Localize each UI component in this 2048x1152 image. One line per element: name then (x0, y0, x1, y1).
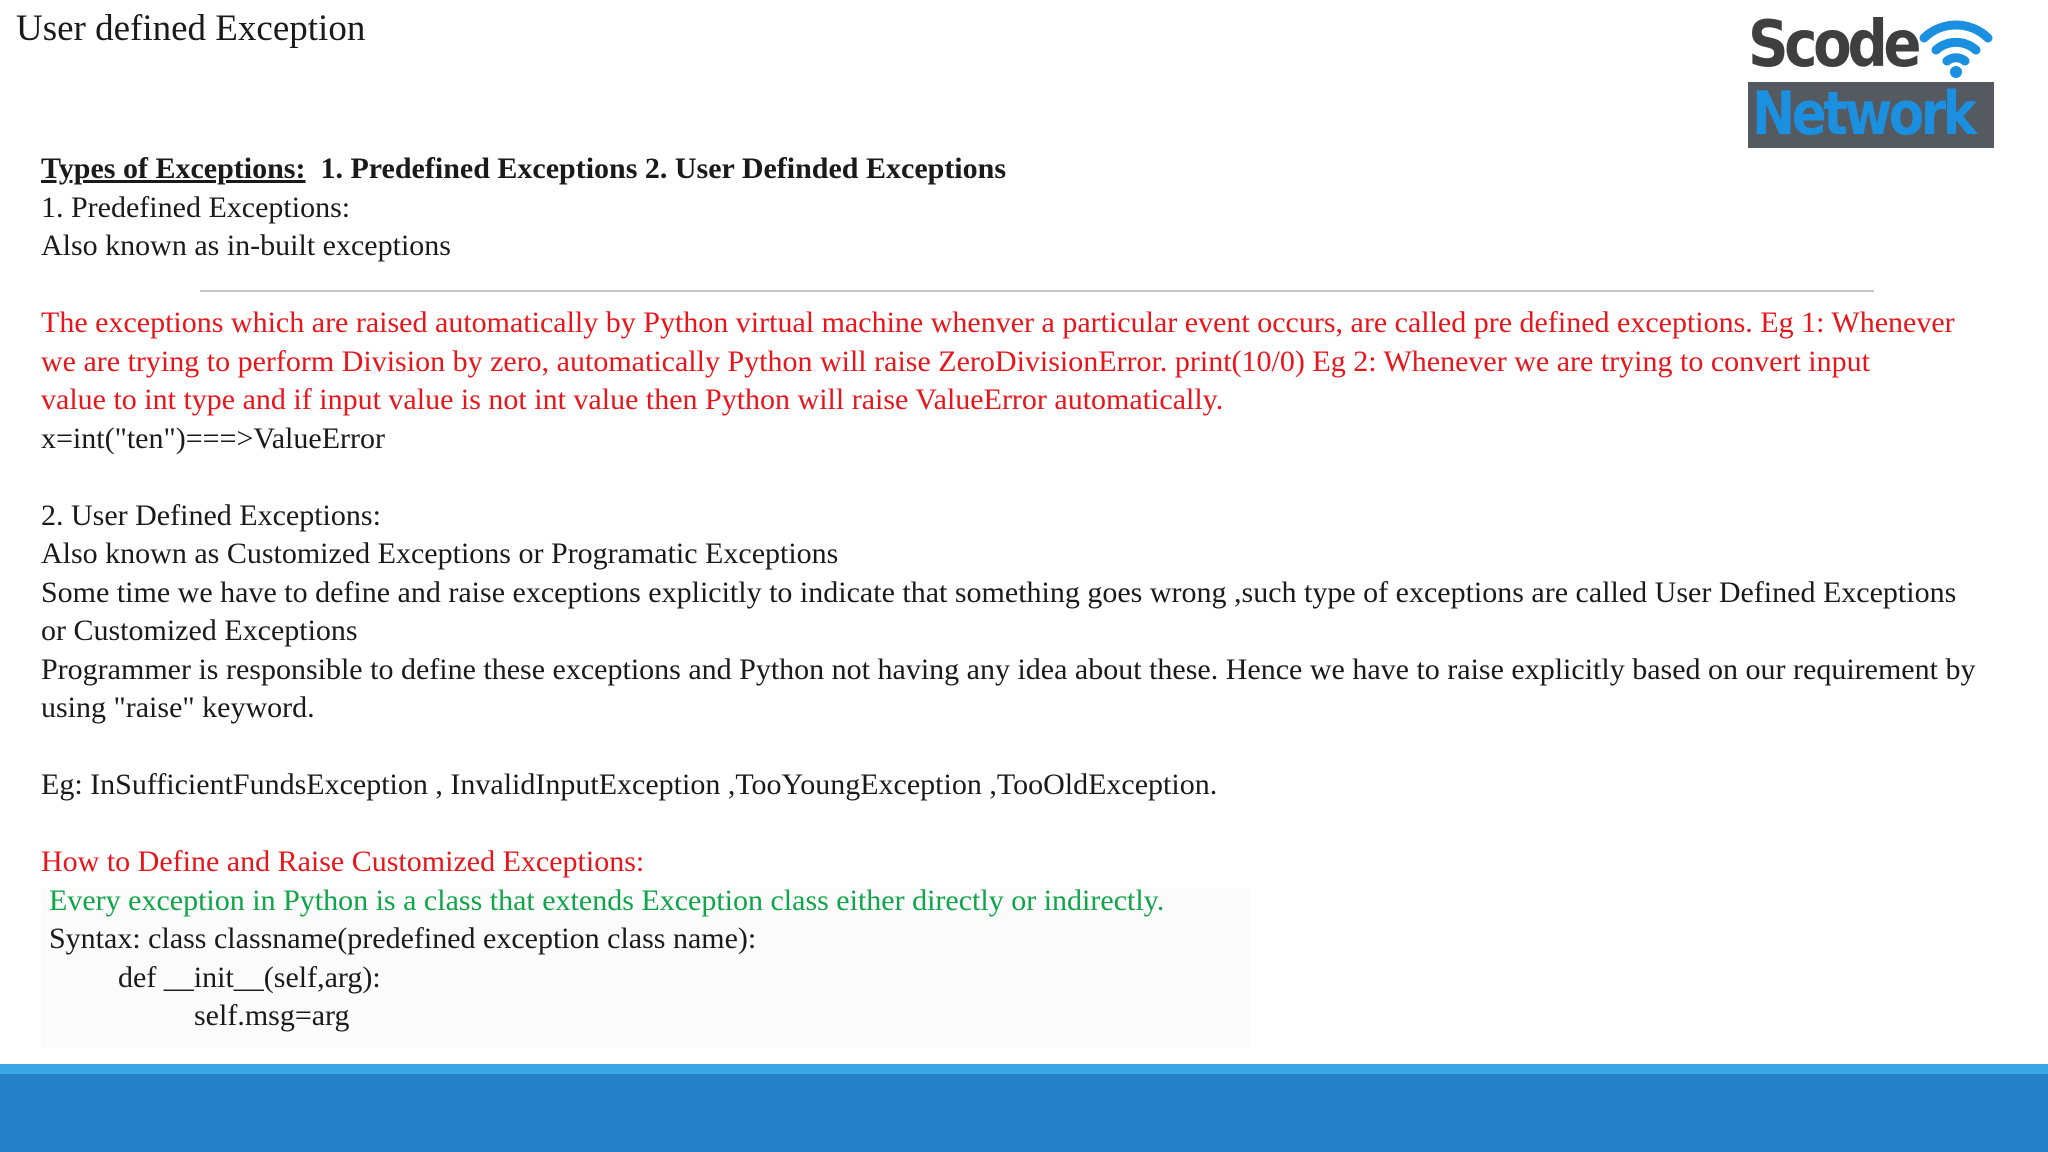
logo-network-text: Network (1752, 79, 1974, 149)
types-heading (41, 150, 2048, 189)
user-defined-heading: 2. User Defined Exceptions: (41, 498, 381, 532)
user-defined-description-line: using "raise" keyword. (41, 691, 315, 724)
footer-accent-bar (0, 1064, 2048, 1074)
predefined-example: x=int("ten")===>ValueError (41, 421, 385, 455)
predefined-description-line: The exceptions which are raised automatically by Python virtual machine whenver a particular event occurs, are called pre defined exceptions. Eg 1: Whenever (41, 306, 1955, 339)
slide-body (41, 150, 2048, 1036)
user-defined-description-line: Programmer is responsible to define these exceptions and Python not having any idea about these. Hence we have to raise explicitly based on our requirement by (41, 652, 1976, 686)
spacer (41, 728, 2048, 767)
footer-bar (0, 1074, 2048, 1152)
spacer (41, 266, 2048, 305)
spacer (41, 458, 2048, 497)
user-defined-description-line: or Customized Exceptions (41, 614, 358, 647)
wifi-icon (1918, 14, 1994, 80)
logo-top-row (1748, 8, 1994, 82)
predefined-description-line: value to int type and if input value is not int value then Python will raise ValueError automatically. (41, 383, 1224, 416)
types-heading-label: Types of Exceptions: (41, 152, 306, 185)
user-defined-example: Eg: InSufficientFundsException , InvalidInputException ,TooYoungException ,TooOldException. (41, 768, 1218, 801)
syntax-line: Syntax: class classname(predefined exception class name): (49, 922, 757, 955)
logo-network-plate (1748, 79, 1994, 149)
user-defined-aka: Also known as Customized Exceptions or Programatic Exceptions (41, 537, 839, 570)
slide-title: User defined Exception (16, 8, 366, 49)
predefined-aka: Also known as in-built exceptions (41, 229, 451, 262)
syntax-line: self.msg=arg (194, 999, 350, 1032)
types-heading-items: 1. Predefined Exceptions 2. User Definded Exceptions (320, 152, 1006, 185)
how-to-heading: How to Define and Raise Customized Exceptions: (41, 845, 645, 878)
scode-network-logo (1748, 8, 1994, 149)
predefined-description-line: we are trying to perform Division by zero, automatically Python will raise ZeroDivisionError. print(10/0) Eg 2: Whenever we are trying to convert input (41, 344, 1870, 378)
logo-scode-text: Scode (1748, 8, 1918, 82)
user-defined-description-line: Some time we have to define and raise exceptions explicitly to indicate that something goes wrong ,such type of exceptions are called User Defined Exceptions (41, 575, 1957, 609)
spacer (41, 805, 2048, 844)
how-to-note: Every exception in Python is a class that extends Exception class either directly or indirectly. (49, 883, 1165, 917)
syntax-line: def __init__(self,arg): (118, 960, 381, 994)
predefined-heading: 1. Predefined Exceptions: (41, 190, 351, 224)
